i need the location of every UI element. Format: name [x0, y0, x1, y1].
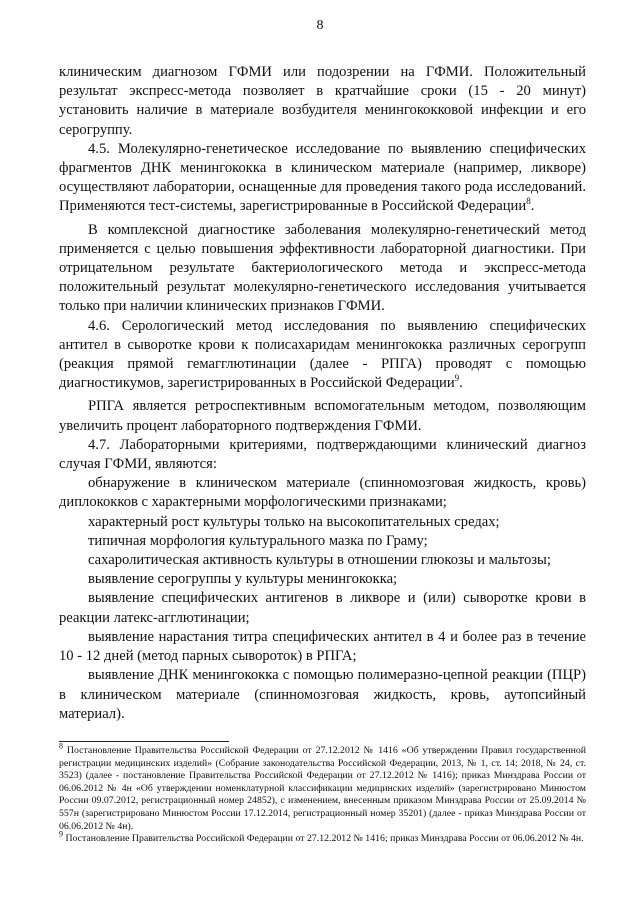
paragraph-text: 4.6. Серологический метод исследования по выявлению специфических антител в сыворотке крови к полисахаридам менингококка различных серогрупп (реакция прямой гемагглютинации (далее - РПГА) проводят с помощью диагностикумов, зарегистрированных в Российской Федерации: [59, 317, 586, 392]
paragraph-4-5: [59, 140, 586, 217]
paragraph-end-punct: .: [459, 375, 463, 392]
paragraph-text: 4.5. Молекулярно-генетическое исследование по выявлению специфических фрагментов ДНК менингококка в клиническом материале (например, ликворе) осуществляют лаборатории, оснащенные для проведения такого рода исследований. Применяются тест-системы, зарегистрированные в Российской Федерации: [59, 140, 586, 215]
body-text: [59, 63, 586, 724]
footnote-mark: 8: [59, 741, 63, 751]
paragraph-rpga: РПГА является ретроспективным вспомогательным методом, позволяющим увеличить процент лабораторного подтверждения ГФМИ.: [59, 398, 586, 434]
criterion-item: типичная морфология культурального мазка по Граму;: [88, 532, 428, 549]
criterion-item: выявление серогруппы у культуры менингококка;: [88, 571, 398, 588]
footnote-text: Постановление Правительства Российской Федерации от 27.12.2012 № 1416 «Об утверждении Правил государственной регистрации медицинских изделий» (Собрание законодательства Российской Федерации, 2013, № 1, ст. 14; 2018, № 24, ст. 3523) (далее - постановление Правительства Российской Федерации от 27.12.2012 № 1416); приказ Минздрава России от 06.06.2012 № 4н «Об утверждении номенклатурной классификации медицинских изделий» (зарегистрировано Минюстом России 09.07.2012, регистрационный номер 24852), с изменением, внесенным приказом Минздрава России от 25.09.2014 № 557н (зарегистрировано Минюстом России 17.12.2014, регистрационный номер 35201) (далее - приказ Минздрава России от 06.06.2012 № 4н).: [59, 745, 586, 832]
criterion-item: выявление специфических антигенов в ликворе и (или) сыворотке крови в реакции латекс-агглютинации;: [59, 590, 586, 626]
page-number: 8: [316, 18, 324, 33]
footnote-8: [59, 741, 586, 833]
criterion-item: сахаролитическая активность культуры в отношении глюкозы и мальтозы;: [88, 552, 551, 569]
footnote-9: [59, 829, 586, 846]
criterion-item: обнаружение в клиническом материале (спинномозговая жидкость, кровь) диплококков с характерными морфологическими признаками;: [59, 475, 586, 511]
footnote-ref-9: 9: [454, 373, 460, 384]
footnotes: [59, 741, 586, 846]
paragraph-4-7: 4.7. Лабораторными критериями, подтверждающими клинический диагноз случая ГФМИ, являются:: [59, 436, 586, 473]
footnote-mark: 9: [59, 829, 63, 839]
criterion-item: выявление нарастания титра специфических антител в 4 и более раз в течение 10 - 12 дней (метод парных сывороток) в РПГА;: [59, 628, 586, 665]
footnote-text: Постановление Правительства Российской Федерации от 27.12.2012 № 1416; приказ Минздрава России от 06.06.2012 № 4н.: [65, 833, 584, 845]
footnote-separator: [59, 741, 229, 742]
criterion-item: выявление ДНК менингококка с помощью полимеразно-цепной реакции (ПЦР) в клиническом материале (спинномозговая жидкость, кровь, аутопсийный материал).: [59, 667, 586, 722]
paragraph-complex-diagnostics: В комплексной диагностике заболевания молекулярно-генетический метод применяется с целью повышения эффективности лабораторной диагностики. При отрицательном результате бактериологического метода и экспресс-метода положительный результат молекулярно-генетического исследования учитывается только при наличии клинических признаков ГФМИ.: [59, 221, 586, 315]
paragraph-continuation: клиническим диагнозом ГФМИ или подозрении на ГФМИ. Положительный результат экспресс-метода позволяет в кратчайшие сроки (15 - 20 минут) установить наличие в материале возбудителя менингококковой инфекции и его серогруппу.: [59, 64, 586, 138]
paragraph-end-punct: .: [530, 198, 535, 215]
paragraph-4-6: [59, 317, 586, 394]
footnote-ref-8: 8: [526, 196, 531, 207]
criterion-item: характерный рост культуры только на высокопитательных средах;: [88, 513, 500, 530]
